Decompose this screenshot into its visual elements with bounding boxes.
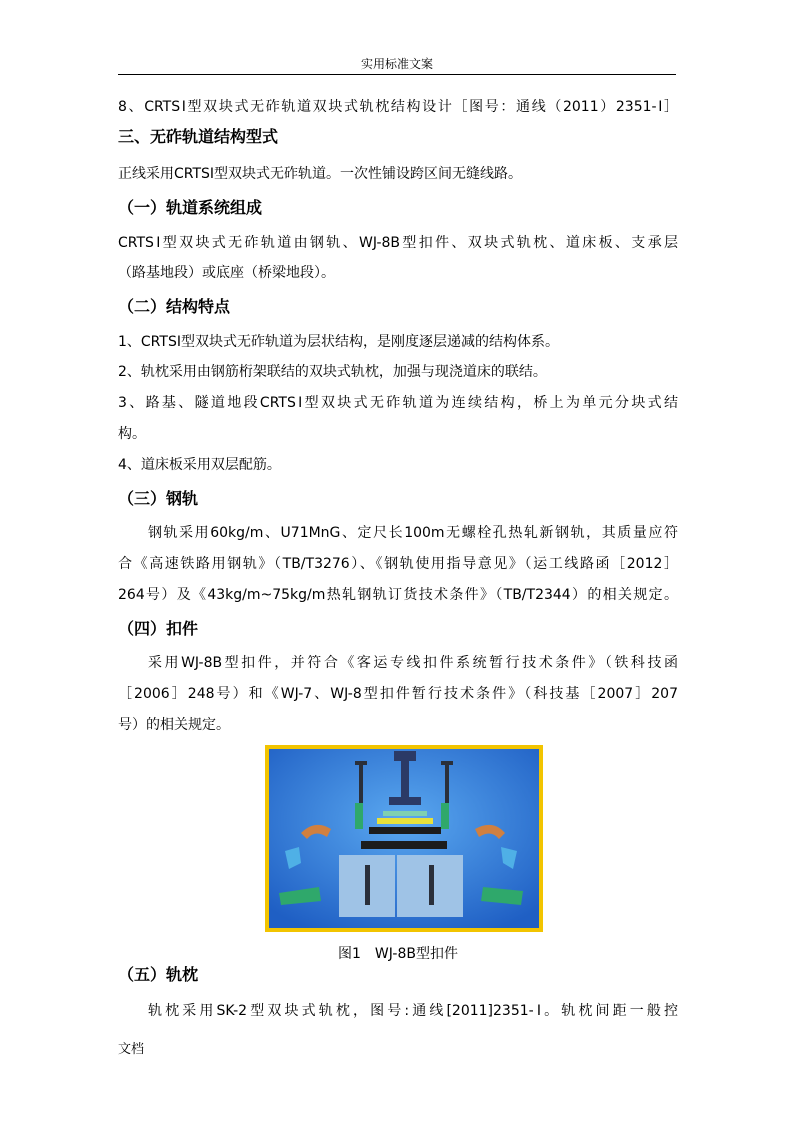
structure-point-3b: 构。 [118,426,146,442]
paragraph-fastener-3: 号）的相关规定。 [118,717,230,733]
paragraph-track-system-2: （路基地段）或底座（桥梁地段）。 [118,265,335,281]
subheading-rail: （三）钢轨 [118,489,199,508]
paragraph-rail-1: 钢轨采用60kg/m、U71MnG、定尺长100m无螺栓孔热轧新钢轨，其质量应符 [148,525,678,541]
paragraph-sleeper: 轨枕采用SK-2型双块式轨枕，图号:通线[2011]2351-Ⅰ。轨枕间距一般控 [148,1003,678,1019]
paragraph-fastener-1: 采用WJ-8B型扣件，并符合《客运专线扣件系统暂行技术条件》（铁科技函 [148,655,678,671]
ref-item-8: 8、CRTSⅠ型双块式无砟轨道双块式轨枕结构设计［图号：通线（2011）2351-Ⅰ］ [118,99,678,115]
structure-point-3a: 3、路基、隧道地段CRTSⅠ型双块式无砟轨道为连续结构，桥上为单元分块式结 [118,395,678,411]
subheading-fastener: （四）扣件 [118,619,199,638]
subheading-structure: （二）结构特点 [118,297,231,316]
paragraph-track-system-1: CRTSⅠ型双块式无砟轨道由钢轨、WJ-8B型扣件、双块式轨枕、道床板、支承层 [118,235,678,251]
fastener-illustration [265,745,543,932]
header-divider [118,74,676,75]
paragraph-rail-2: 合《高速铁路用钢轨》（TB/T3276）、《钢轨使用指导意见》（运工线路函［2012］ [118,556,678,572]
subheading-track-system: （一）轨道系统组成 [118,198,263,217]
structure-point-1: 1、CRTSⅠ型双块式无砟轨道为层状结构，是刚度逐层递减的结构体系。 [118,334,559,350]
section-heading-3: 三、无砟轨道结构型式 [118,127,279,146]
figure-caption: 图1 WJ-8B型扣件 [338,946,458,962]
paragraph-fastener-2: ［2006］248号）和《WJ-7、WJ-8型扣件暂行技术条件》（科技基［2007］207 [118,686,678,702]
page-header: 实用标准文案 [360,57,433,71]
page-footer: 文档 [118,1042,145,1057]
structure-point-4: 4、道床板采用双层配筋。 [118,457,281,473]
subheading-sleeper: （五）轨枕 [118,965,199,984]
paragraph-mainline: 正线采用CRTSⅠ型双块式无砟轨道。一次性铺设跨区间无缝线路。 [118,166,523,182]
structure-point-2: 2、轨枕采用由钢筋桁架联结的双块式轨枕，加强与现浇道床的联结。 [118,364,547,380]
fastener-figure [265,745,543,932]
paragraph-rail-3: 264号）及《43kg/m~75kg/m热轧钢轨订货技术条件》（TB/T2344）的相关规定。 [118,587,678,603]
